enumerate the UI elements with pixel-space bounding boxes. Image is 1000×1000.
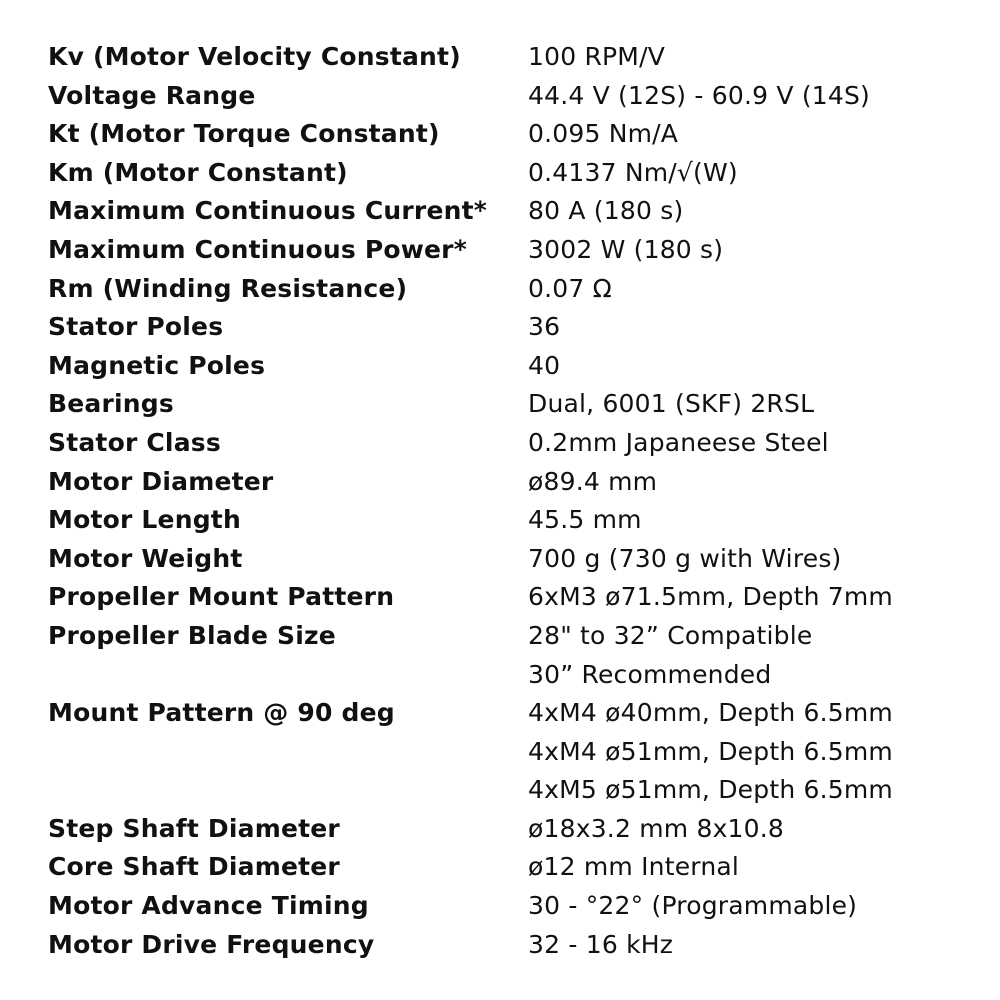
spec-value: ø18x3.2 mm 8x10.8 bbox=[528, 813, 785, 843]
spec-value: 44.4 V (12S) - 60.9 V (14S) bbox=[528, 80, 871, 110]
spec-label: Stator Class bbox=[48, 427, 221, 457]
spec-label: Magnetic Poles bbox=[48, 350, 266, 380]
spec-value: 6xM3 ø71.5mm, Depth 7mm bbox=[528, 582, 893, 612]
spec-row-mount-pattern-cont-2 bbox=[48, 771, 968, 810]
spec-row-motor-weight bbox=[48, 540, 968, 579]
spec-row-kt bbox=[48, 115, 968, 154]
spec-label: Kv (Motor Velocity Constant) bbox=[48, 42, 461, 71]
spec-value: 32 - 16 kHz bbox=[528, 929, 674, 959]
spec-value: 0.2mm Japaneese Steel bbox=[528, 427, 829, 457]
spec-row-kv bbox=[48, 38, 968, 77]
spec-value: 100 RPM/V bbox=[528, 42, 666, 71]
spec-row-motor-length bbox=[48, 501, 968, 540]
spec-value: 4xM5 ø51mm, Depth 6.5mm bbox=[528, 775, 893, 805]
spec-label: Core Shaft Diameter bbox=[48, 852, 340, 882]
spec-value: 36 bbox=[528, 312, 561, 342]
spec-row-km bbox=[48, 154, 968, 193]
spec-row-stator-class bbox=[48, 424, 968, 463]
spec-row-max-current bbox=[48, 192, 968, 231]
spec-value: 0.095 Nm/A bbox=[528, 119, 679, 149]
spec-label: Bearings bbox=[48, 389, 174, 419]
spec-value: 30 - °22° (Programmable) bbox=[528, 891, 858, 921]
spec-label: Propeller Mount Pattern bbox=[48, 582, 395, 612]
spec-label: Kt (Motor Torque Constant) bbox=[48, 119, 440, 149]
spec-row-propeller-mount bbox=[48, 578, 968, 617]
spec-label: Voltage Range bbox=[48, 80, 256, 110]
spec-label: Motor Diameter bbox=[48, 466, 274, 496]
spec-label: Propeller Blade Size bbox=[48, 620, 336, 650]
spec-row-rm bbox=[48, 270, 968, 309]
spec-label: Motor Drive Frequency bbox=[48, 929, 375, 959]
spec-value: 45.5 mm bbox=[528, 505, 642, 535]
spec-value: 4xM4 ø51mm, Depth 6.5mm bbox=[528, 736, 893, 766]
spec-row-mount-pattern-cont-1 bbox=[48, 733, 968, 772]
spec-label: Motor Length bbox=[48, 505, 241, 535]
spec-row-advance-timing bbox=[48, 887, 968, 926]
spec-value: Dual, 6001 (SKF) 2RSL bbox=[528, 389, 815, 419]
spec-row-voltage-range bbox=[48, 77, 968, 116]
spec-row-propeller-blade-size-cont bbox=[48, 656, 968, 695]
spec-value: 30” Recommended bbox=[528, 659, 772, 689]
spec-row-bearings bbox=[48, 385, 968, 424]
spec-value: 0.4137 Nm/√(W) bbox=[528, 157, 738, 187]
spec-row-max-power bbox=[48, 231, 968, 270]
spec-value: 28" to 32” Compatible bbox=[528, 620, 813, 650]
spec-label: Rm (Winding Resistance) bbox=[48, 273, 408, 303]
spec-row-propeller-blade-size bbox=[48, 617, 968, 656]
spec-row-motor-diameter bbox=[48, 463, 968, 502]
spec-label: Mount Pattern @ 90 deg bbox=[48, 698, 395, 728]
spec-value: ø89.4 mm bbox=[528, 466, 658, 496]
spec-label: Step Shaft Diameter bbox=[48, 813, 340, 843]
spec-row-drive-frequency bbox=[48, 926, 968, 965]
spec-label: Maximum Continuous Power* bbox=[48, 234, 467, 264]
spec-label: Maximum Continuous Current* bbox=[48, 196, 488, 226]
spec-row-mount-pattern bbox=[48, 694, 968, 733]
spec-row-step-shaft bbox=[48, 810, 968, 849]
spec-table bbox=[48, 38, 968, 964]
spec-value: 4xM4 ø40mm, Depth 6.5mm bbox=[528, 698, 893, 728]
spec-row-stator-poles bbox=[48, 308, 968, 347]
spec-row-magnetic-poles bbox=[48, 347, 968, 386]
spec-value: 3002 W (180 s) bbox=[528, 234, 724, 264]
spec-value: 0.07 Ω bbox=[528, 273, 612, 303]
spec-row-core-shaft bbox=[48, 848, 968, 887]
spec-label: Km (Motor Constant) bbox=[48, 157, 348, 187]
spec-label: Stator Poles bbox=[48, 312, 224, 342]
spec-value: 700 g (730 g with Wires) bbox=[528, 543, 842, 573]
spec-value: 40 bbox=[528, 350, 561, 380]
spec-value: 80 A (180 s) bbox=[528, 196, 684, 226]
spec-label: Motor Advance Timing bbox=[48, 891, 369, 921]
spec-label: Motor Weight bbox=[48, 543, 243, 573]
spec-value: ø12 mm Internal bbox=[528, 852, 740, 882]
